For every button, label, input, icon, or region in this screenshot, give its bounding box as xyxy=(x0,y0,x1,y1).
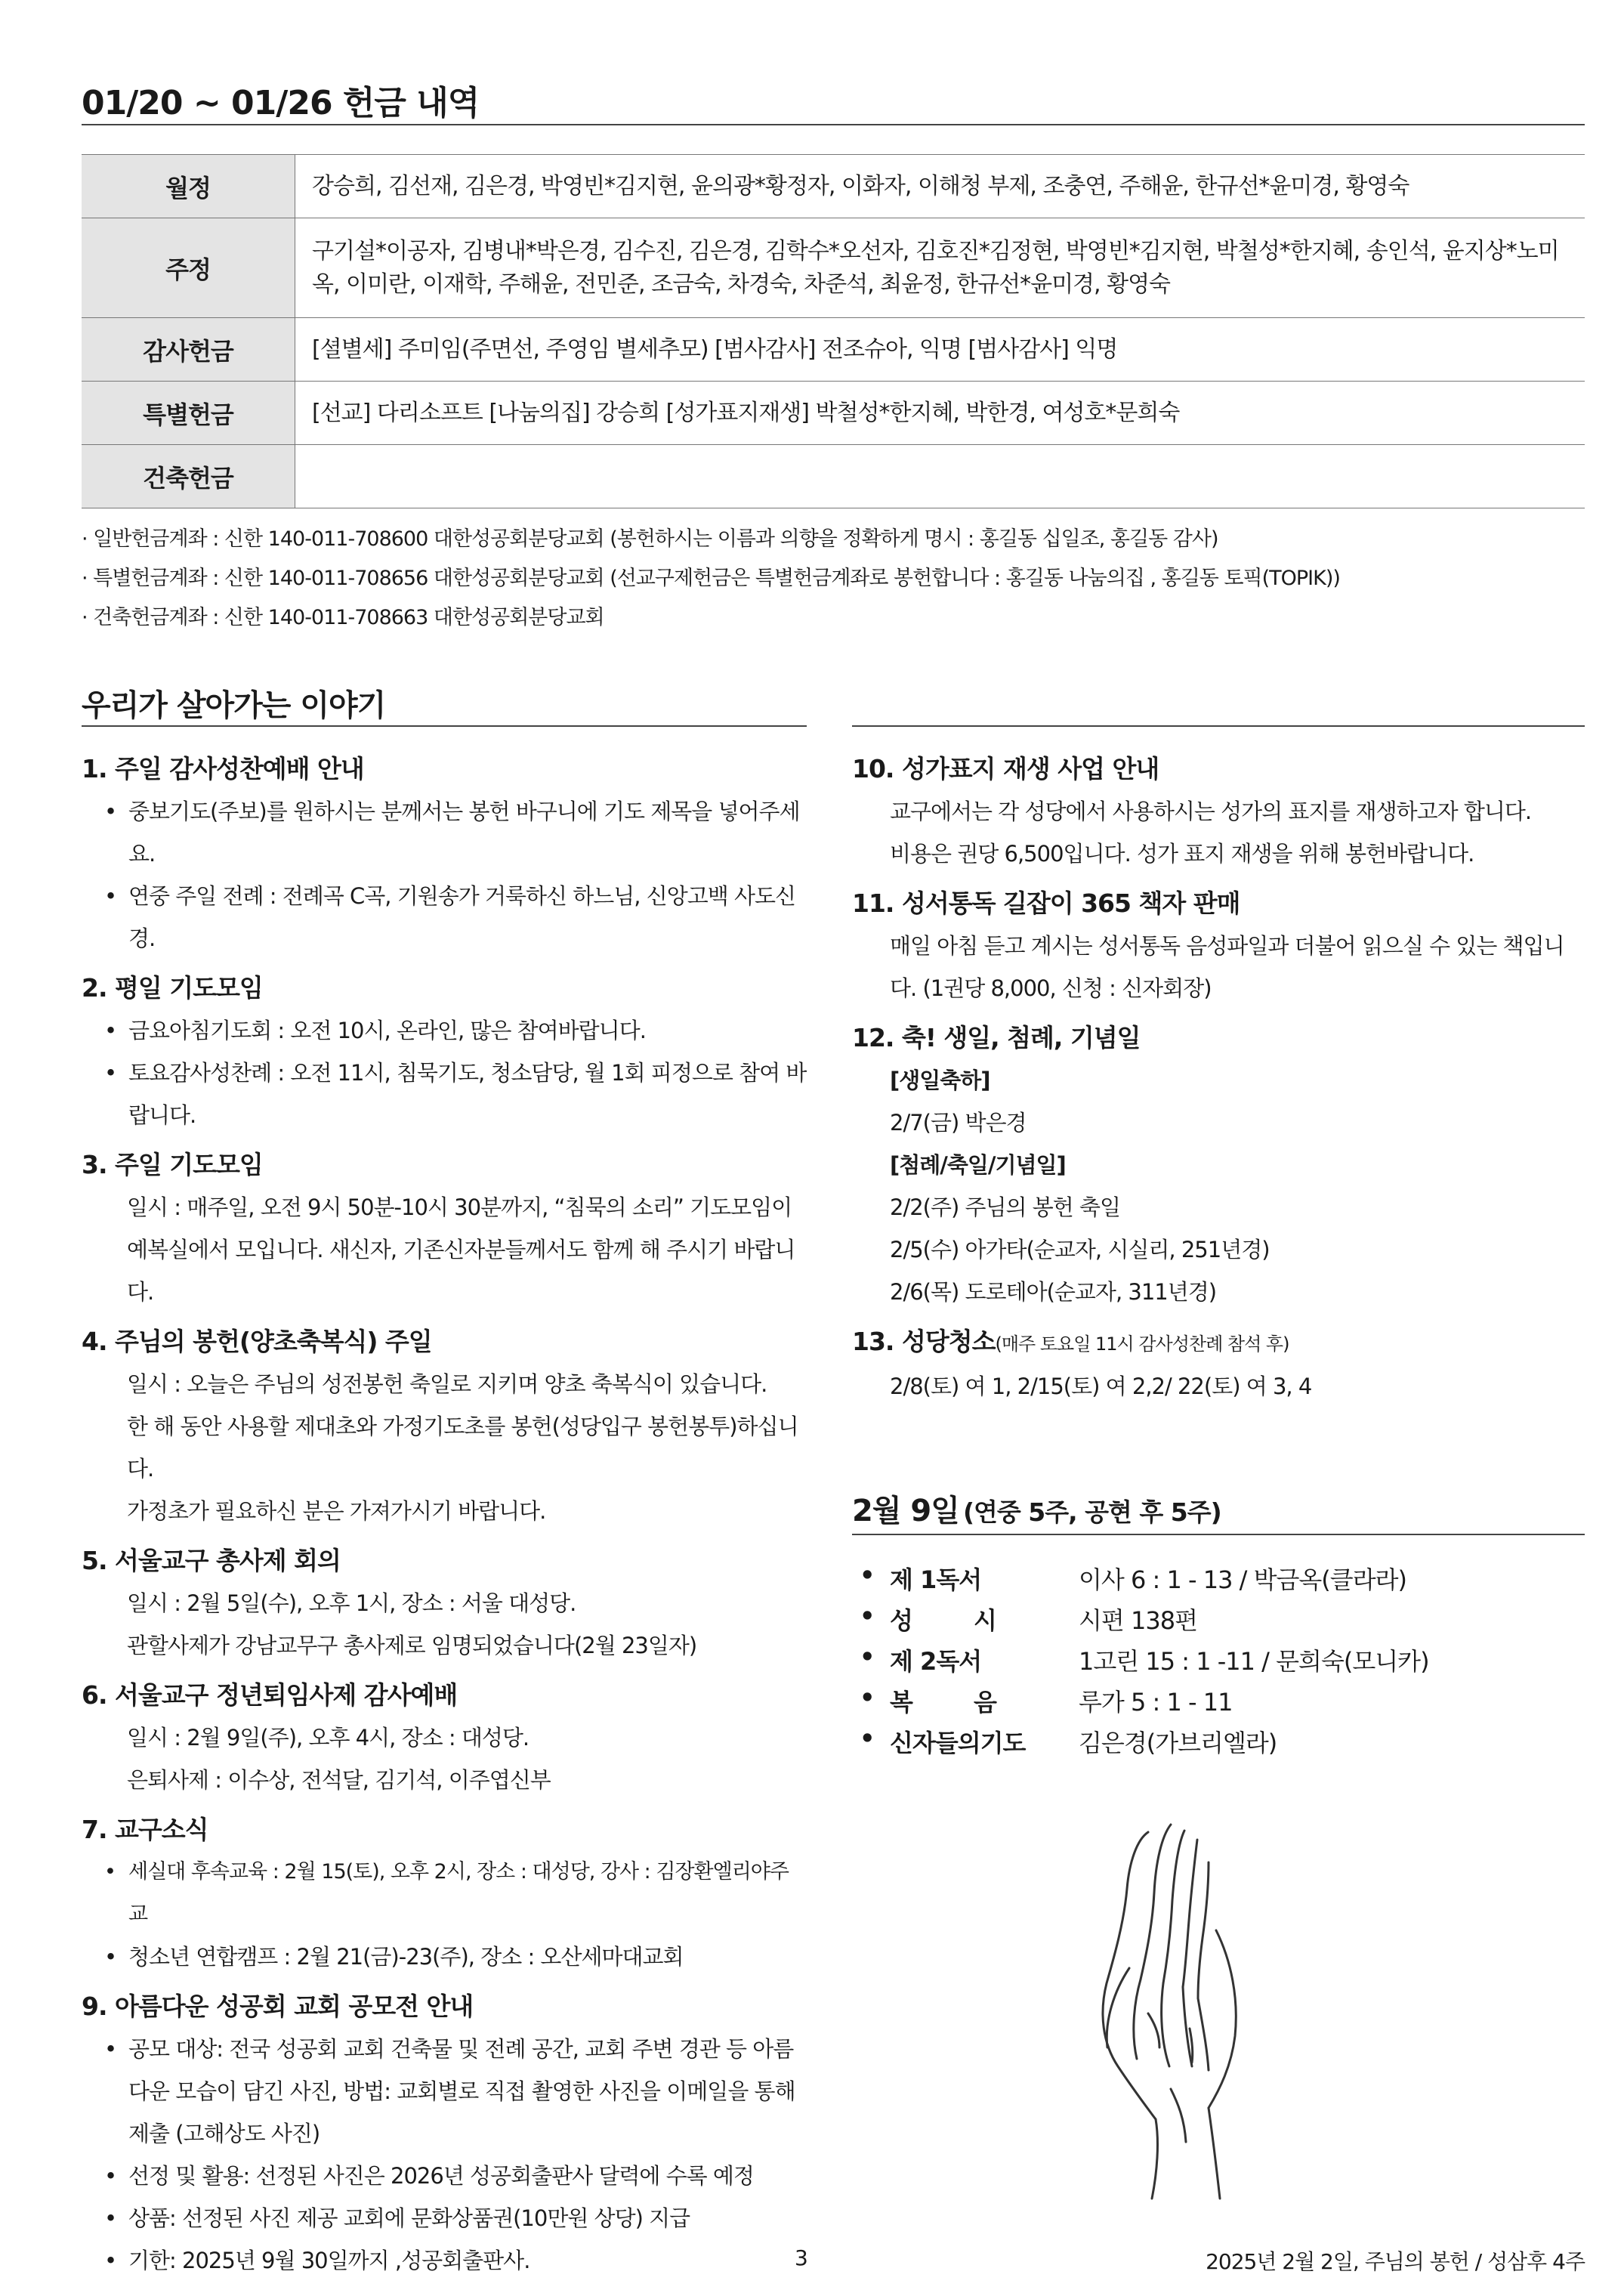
reading-value: 이사 6 : 1 - 13 / 박금옥(클라라) xyxy=(1079,1565,1407,1594)
row-label: 특별헌금 xyxy=(82,382,295,445)
section-line: 은퇴사제 : 이수상, 전석달, 김기석, 이주엽신부 xyxy=(127,1767,551,1793)
lectionary-rule xyxy=(852,1534,1585,1535)
section-heading-note: (매주 토요일 11시 감사성찬례 참석 후) xyxy=(995,1333,1289,1355)
bullet-item: • 기한: 2025년 9월 30일까지 ,성공회출판사. xyxy=(82,2239,807,2282)
row-label: 감사헌금 xyxy=(82,318,295,382)
account-special: · 특별헌금계좌 : 신한 140-011-708656 대한성공회분당교회 (선교구제헌금은 특별헌금계좌로 봉헌합니다 : 홍길동 나눔의집 , 홍길동 토픽(TOPIK)) xyxy=(82,567,1340,590)
section-line: 일시 : 2월 9일(주), 오후 4시, 장소 : 대성당. xyxy=(127,1725,529,1751)
bullet-item: • 선정 및 활용: 선정된 사진은 2026년 성공회출판사 달력에 수록 예정 xyxy=(82,2155,807,2197)
offering-table xyxy=(82,154,1585,508)
section-heading: 6. 서울교구 정년퇴임사제 감사예배 xyxy=(82,1680,458,1710)
list-item: 2/2(주) 주님의 봉헌 축일 xyxy=(890,1194,1121,1220)
table-row xyxy=(82,155,1585,218)
stories-rule-right xyxy=(852,725,1585,727)
account-general: · 일반헌금계좌 : 신한 140-011-708600 대한성공회분당교회 (봉헌하시는 이름과 의향을 정확하게 명시 : 홍길동 십일조, 홍길동 감사) xyxy=(82,527,1218,551)
bullet-item: • 금요아침기도회 : 오전 10시, 온라인, 많은 참여바랍니다. xyxy=(82,1009,807,1052)
row-value: 구기설*이공자, 김병내*박은경, 김수진, 김은경, 김학수*오선자, 김호진*김정현, 박영빈*김지현, 박철성*한지혜, 송인석, 윤지상*노미옥, 이미란, 이재학, 주해윤, 전민준, 조금숙, 차경숙, 차준석, 최윤정, 한규선*윤미경, 황영숙 xyxy=(295,218,1585,318)
table-row xyxy=(82,318,1585,382)
stories-title: 우리가 살아가는 이야기 xyxy=(82,688,386,723)
section-text: 매일 아침 듣고 계시는 성서통독 음성파일과 더불어 읽으실 수 있는 책입니다. (1권당 8,000, 신청 : 신자회장) xyxy=(890,933,1564,1001)
bullet-item: • 청소년 연합캠프 : 2월 21(금)-23(주), 장소 : 오산세마대교회 xyxy=(82,1936,807,1978)
table-row xyxy=(82,218,1585,318)
row-label: 월정 xyxy=(82,155,295,218)
subheading-birthday: [생일축하] xyxy=(890,1068,990,1093)
section-heading: 9. 아름다운 성공회 교회 공모전 안내 xyxy=(82,1992,474,2021)
row-value xyxy=(295,445,1585,508)
row-label: 건축헌금 xyxy=(82,445,295,508)
section-line: 교구에서는 각 성당에서 사용하시는 성가의 표지를 재생하고자 합니다. xyxy=(890,799,1532,824)
lectionary-header xyxy=(852,1487,1221,1530)
account-building: · 건축헌금계좌 : 신한 140-011-708663 대한성공회분당교회 xyxy=(82,606,604,629)
row-value: [선교] 다리소프트 [나눔의집] 강승희 [성가표지재생] 박철성*한지혜, 박한경, 여성호*문희숙 xyxy=(295,382,1585,445)
list-item: 2/7(금) 박은경 xyxy=(890,1110,1027,1136)
section-line: 일시 : 오늘은 주님의 성전봉헌 축일로 지키며 양초 축복식이 있습니다. xyxy=(127,1371,767,1397)
bullet-item: • 세실대 후속교육 : 2월 15(토), 오후 2시, 장소 : 대성당, 강사 : 김장환엘리야주교 xyxy=(82,1851,807,1936)
footer-info: 2025년 2월 2일, 주님의 봉헌 / 성삼후 4주 xyxy=(1206,2249,1585,2274)
reading-label: 성 시 xyxy=(890,1606,996,1635)
list-item: • 신자들의기도 김은경(가브리엘라) xyxy=(860,1724,1277,1757)
list-item: 2/5(수) 아가타(순교자, 시실리, 251년경) xyxy=(890,1237,1270,1262)
section-line: 비용은 권당 6,500입니다. 성가 표지 재생을 위해 봉헌바랍니다. xyxy=(890,841,1474,867)
lectionary-title: 2월 9일 xyxy=(852,1494,959,1528)
section-heading: 2. 평일 기도모임 xyxy=(82,973,263,1003)
reading-value: 김은경(가브리엘라) xyxy=(1079,1729,1277,1757)
bullet-item: • 토요감사성찬례 : 오전 11시, 침묵기도, 청소담당, 월 1회 피정으로 참여 바랍니다. xyxy=(82,1052,807,1136)
row-value: 강승희, 김선재, 김은경, 박영빈*김지현, 윤의광*황정자, 이화자, 이해청 부제, 조충연, 주해윤, 한규선*윤미경, 황영숙 xyxy=(295,155,1585,218)
section-text: 일시 : 매주일, 오전 9시 50분-10시 30분까지, “침묵의 소리” 기도모임이 예복실에서 모입니다. 새신자, 기존신자분들께서도 함께 해 주시기 바랍니다. xyxy=(127,1194,795,1305)
account-list xyxy=(82,520,1585,638)
section-heading: 3. 주일 기도모임 xyxy=(82,1150,263,1179)
stories-rule-left xyxy=(82,725,807,727)
bullet-item: • 공모 대상: 전국 성공회 교회 건축물 및 전례 공간, 교회 주변 경관 등 아름다운 모습이 담긴 사진, 방법: 교회별로 직접 촬영한 사진을 이메일을 통해 제출 (고해상도 사진) xyxy=(82,2028,807,2155)
list-item: • 제 2독서 1고린 15 : 1 -11 / 문희숙(모니카) xyxy=(860,1642,1429,1676)
reading-value: 1고린 15 : 1 -11 / 문희숙(모니카) xyxy=(1079,1647,1429,1676)
reading-label: 제 2독서 xyxy=(890,1647,982,1676)
list-item: • 제 1독서 이사 6 : 1 - 13 / 박금옥(클라라) xyxy=(860,1561,1407,1594)
section-heading: 11. 성서통독 길잡이 365 책자 판매 xyxy=(852,888,1240,918)
section-heading-cleaning xyxy=(852,1321,1585,1365)
row-value: [셜별세] 주미임(주면선, 주영임 별세추모) [범사감사] 전조슈아, 익명 [범사감사] 익명 xyxy=(295,318,1585,382)
section-heading: 7. 교구소식 xyxy=(82,1815,208,1844)
section-line: 2/8(토) 여 1, 2/15(토) 여 2,2/ 22(토) 여 3, 4 xyxy=(890,1374,1312,1399)
reading-value: 시편 138편 xyxy=(1079,1606,1197,1635)
section-line: 한 해 동안 사용할 제대초와 가정기도초를 봉헌(성당입구 봉헌봉투)하십니다. xyxy=(127,1414,798,1482)
reading-value: 루가 5 : 1 - 11 xyxy=(1079,1688,1233,1717)
list-item: • 복 음 루가 5 : 1 - 11 xyxy=(860,1683,1233,1717)
reading-label: 신자들의기도 xyxy=(890,1729,1026,1757)
title-rule xyxy=(82,124,1585,125)
section-heading: 13. 성당청소 xyxy=(852,1327,996,1356)
subheading-feast: [첨례/축일/기념일] xyxy=(890,1152,1066,1178)
right-column xyxy=(852,740,1585,1408)
section-heading: 12. 축! 생일, 첨례, 기념일 xyxy=(852,1023,1141,1052)
list-item: 2/6(목) 도로테아(순교자, 311년경) xyxy=(890,1279,1217,1305)
section-line: 관할사제가 강남교무구 총사제로 임명되었습니다(2월 23일자) xyxy=(127,1633,697,1658)
section-heading: 4. 주님의 봉헌(양초축복식) 주일 xyxy=(82,1327,432,1356)
section-heading: 1. 주일 감사성찬예배 안내 xyxy=(82,754,364,783)
section-line: 일시 : 2월 5일(수), 오후 1시, 장소 : 서울 대성당. xyxy=(127,1590,576,1616)
table-row xyxy=(82,445,1585,508)
page-number: 3 xyxy=(795,2245,807,2270)
left-column xyxy=(82,740,807,2282)
row-label: 주정 xyxy=(82,218,295,318)
bullet-item: • 상품: 선정된 사진 제공 교회에 문화상품권(10만원 상당) 지급 xyxy=(82,2197,807,2239)
lectionary-subtitle: (연중 5주, 공현 후 5주) xyxy=(962,1497,1221,1527)
table-row xyxy=(82,382,1585,445)
lectionary-list xyxy=(852,1561,1585,1765)
list-item: • 성 시 시편 138편 xyxy=(860,1602,1197,1635)
section-heading: 10. 성가표지 재생 사업 안내 xyxy=(852,754,1159,783)
reading-label: 제 1독서 xyxy=(890,1565,982,1594)
bullet-item: • 중보기도(주보)를 원하시는 분께서는 봉헌 바구니에 기도 제목을 넣어주세요. xyxy=(82,790,807,875)
reading-label: 복 음 xyxy=(890,1688,996,1717)
praying-hands-illustration xyxy=(1057,1817,1284,2210)
bullet-item: • 연중 주일 전례 : 전례곡 C곡, 기원송가 거룩하신 하느님, 신앙고백 사도신경. xyxy=(82,875,807,960)
offering-title: 01/20 ~ 01/26 헌금 내역 xyxy=(82,84,480,122)
section-line: 가정초가 필요하신 분은 가져가시기 바랍니다. xyxy=(127,1498,546,1524)
section-heading: 5. 서울교구 총사제 회의 xyxy=(82,1546,341,1575)
